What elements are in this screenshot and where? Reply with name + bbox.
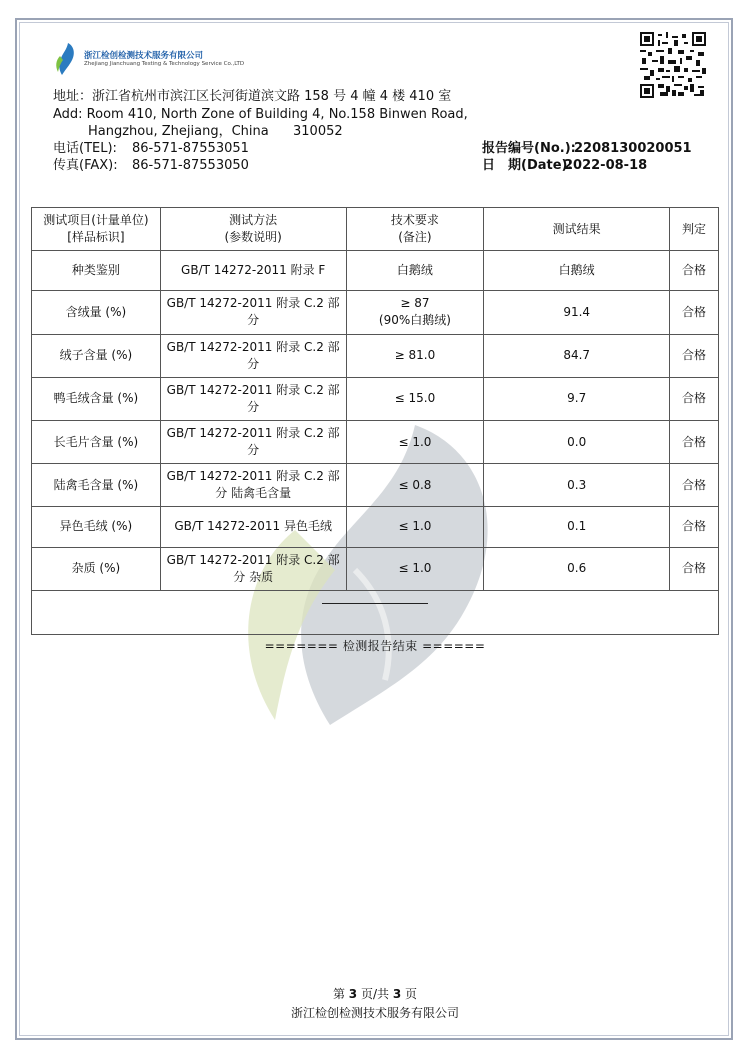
row-requirement: ≤ 15.0 [346,377,484,420]
header-method-line1: 测试方法 [229,213,278,228]
header-req-line2: (备注) [398,230,432,245]
date-value: 2022-08-18 [564,158,648,173]
page-number [0,985,750,1002]
table-row [32,464,719,507]
row-method: GB/T 14272-2011 附录 C.2 部分 陆禽毛含量 [160,464,346,507]
header-result: 测试结果 [484,208,670,251]
page-mid: 页/共 [360,987,390,1001]
row-requirement: ≤ 1.0 [346,420,484,463]
row-requirement: ≥ 81.0 [346,334,484,377]
company-logo [54,42,80,76]
tel-label: 电话(TEL): [53,141,117,156]
report-end-text: ======= 检测报告结束 ====== [264,639,486,653]
table-row [32,377,719,420]
table-row [32,291,719,334]
end-divider [322,603,428,604]
table-empty-row [32,590,719,634]
row-item: 含绒量 (%) [32,291,161,334]
company-name-en: Zhejiang Jianchuang Testing & Technology Service Co.,LTD [84,61,245,67]
qr-code [640,32,706,98]
row-verdict: 合格 [670,251,719,291]
row-item: 绒子含量 (%) [32,334,161,377]
row-verdict: 合格 [670,420,719,463]
date-label: 日 期(Date): [482,158,573,173]
row-item: 种类鉴别 [32,251,161,291]
header-item-line1: 测试项目(计量单位) [43,213,149,228]
header-method [160,208,346,251]
empty-cell [32,590,719,634]
row-item: 杂质 (%) [32,547,161,590]
row-requirement: ≤ 1.0 [346,547,484,590]
row-method: GB/T 14272-2011 附录 C.2 部分 [160,377,346,420]
row-method: GB/T 14272-2011 附录 C.2 部分 [160,334,346,377]
results-table [31,207,719,635]
postcode: 310052 [293,124,343,139]
report-no-label: 报告编号(No.): [482,141,576,156]
table-row [32,334,719,377]
header-verdict: 判定 [670,208,719,251]
tel-value: 86-571-87553051 [132,141,249,156]
row-result: 0.3 [484,464,670,507]
row-result: 0.6 [484,547,670,590]
table-row [32,547,719,590]
row-method: GB/T 14272-2011 附录 F [160,251,346,291]
row-item: 异色毛绒 (%) [32,507,161,547]
table-header-row [32,208,719,251]
footer-company: 浙江检创检测技术服务有限公司 [290,1006,459,1020]
row-verdict: 合格 [670,334,719,377]
row-item: 长毛片含量 (%) [32,420,161,463]
page-total: 3 [392,987,402,1001]
row-requirement: ≤ 1.0 [346,507,484,547]
header-requirement [346,208,484,251]
page-current: 3 [348,987,358,1001]
row-result: 白鹅绒 [484,251,670,291]
row-verdict: 合格 [670,377,719,420]
address-en-line2: Hangzhou, Zhejiang，China [88,124,269,139]
row-verdict: 合格 [670,291,719,334]
row-verdict: 合格 [670,547,719,590]
row-verdict: 合格 [670,464,719,507]
row-method: GB/T 14272-2011 附录 C.2 部分 杂质 [160,547,346,590]
row-item: 鸭毛绒含量 (%) [32,377,161,420]
row-method: GB/T 14272-2011 异色毛绒 [160,507,346,547]
row-result: 9.7 [484,377,670,420]
table-row [32,251,719,291]
row-requirement: ≥ 87 (90%白鹅绒) [346,291,484,334]
page-prefix: 第 [332,987,345,1001]
row-result: 91.4 [484,291,670,334]
header-req-line1: 技术要求 [390,213,439,228]
row-method: GB/T 14272-2011 附录 C.2 部分 [160,291,346,334]
address-en-line1: Add: Room 410, North Zone of Building 4, No.158 Binwen Road, [53,107,468,122]
table-row [32,507,719,547]
row-verdict: 合格 [670,507,719,547]
row-requirement: 白鹅绒 [346,251,484,291]
row-result: 0.0 [484,420,670,463]
fax-label: 传真(FAX): [53,158,118,173]
row-result: 84.7 [484,334,670,377]
row-result: 0.1 [484,507,670,547]
row-method: GB/T 14272-2011 附录 C.2 部分 [160,420,346,463]
page-suffix: 页 [405,987,418,1001]
fax-value: 86-571-87553050 [132,158,249,173]
company-name-cn: 浙江检创检测技术服务有限公司 [84,51,204,61]
row-requirement: ≤ 0.8 [346,464,484,507]
row-item: 陆禽毛含量 (%) [32,464,161,507]
header-item [32,208,161,251]
address-cn: 地址：浙江省杭州市滨江区长河街道滨文路 158 号 4 幢 4 楼 410 室 [53,89,452,104]
table-row [32,420,719,463]
header-item-line2: [样品标识] [67,230,125,245]
report-no-value: 2208130020051 [574,141,692,156]
header-method-line2: (参数说明) [224,230,282,245]
